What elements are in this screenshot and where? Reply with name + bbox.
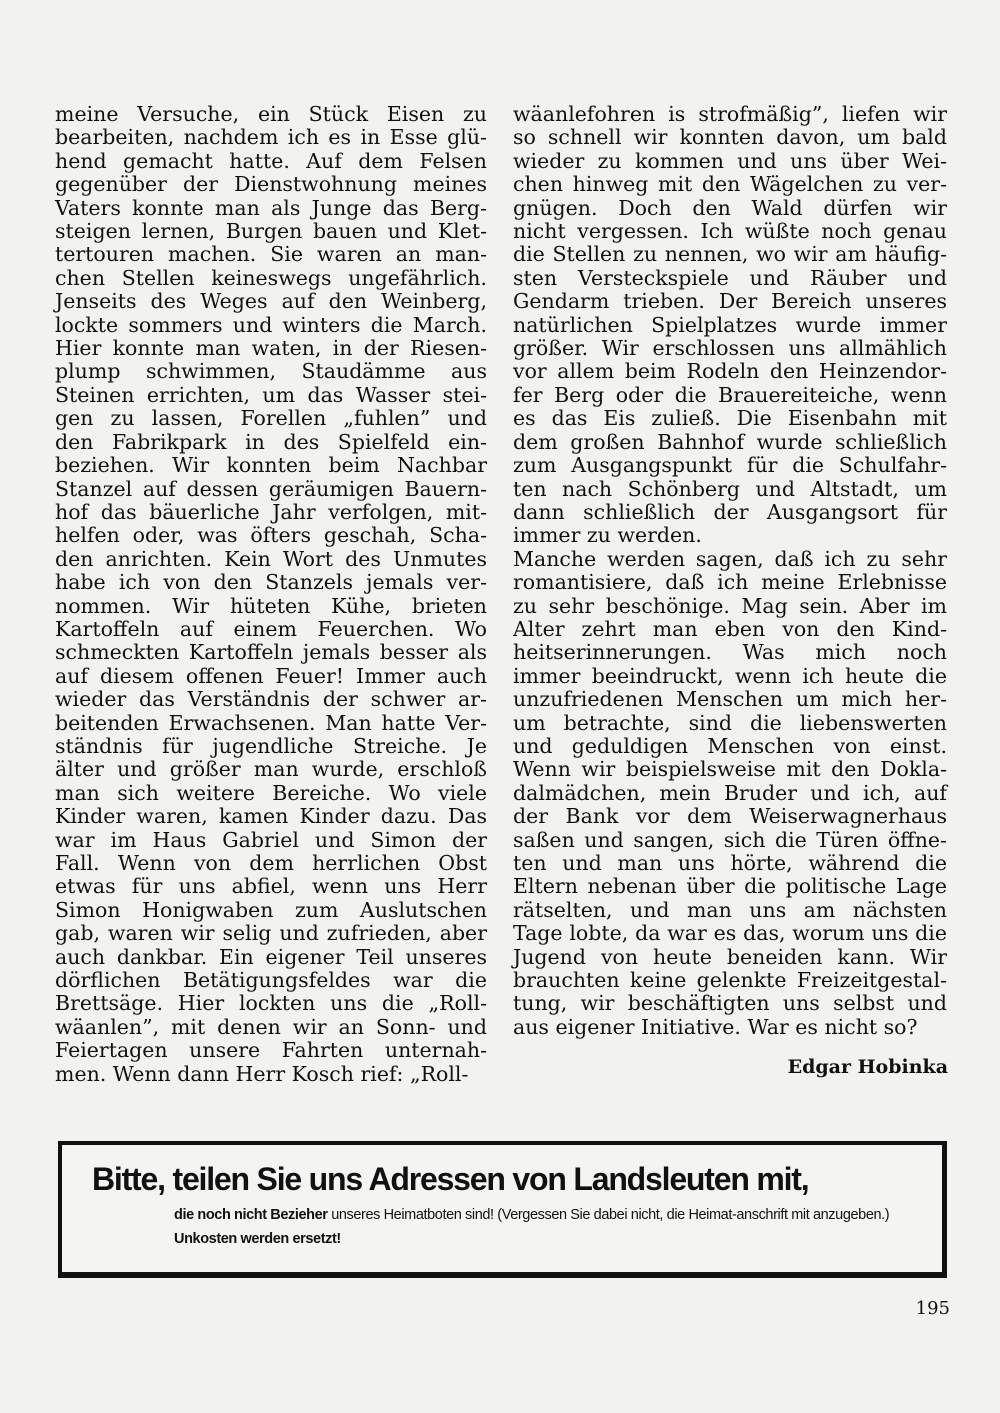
text-line: Manche werden sagen, daß ich zu sehr [513, 546, 947, 571]
text-line: Fall. Wenn von dem herrlichen Obst [55, 851, 487, 875]
text-line: immer zu werden. [513, 523, 702, 548]
text-line: tung, wir beschäftigten uns selbst und [513, 991, 947, 1016]
text-line: der Bank vor dem Weiserwagnerhaus [513, 804, 947, 829]
text-line: größer. Wir erschlossen uns allmählich [513, 336, 947, 361]
text-line: nicht vergessen. Ich wüßte noch genau [513, 219, 947, 244]
notice-bold-closing: Unkosten werden ersetzt! [174, 1231, 341, 1247]
text-line: Stanzel auf dessen geräumigen Bauern- [55, 476, 487, 501]
text-line: auch dankbar. Ein eigener Teil unseres [55, 944, 487, 969]
text-line: Steinen errichten, um das Wasser stei- [55, 382, 487, 407]
text-line: gen zu lassen, Forellen „fuhlen” und [55, 406, 487, 431]
text-line: immer beeindruckt, wenn ich heute die [513, 663, 947, 688]
text-line: den Fabrikpark in des Spielfeld ein- [55, 429, 487, 454]
page-number: 195 [915, 1298, 950, 1319]
text-line: bearbeiten, nachdem ich es in Esse glü- [55, 125, 487, 150]
text-line: helfen oder, was öfters geschah, Scha- [55, 523, 487, 548]
notice-bold-phrase: die noch nicht Bezieher [174, 1207, 328, 1223]
text-line: wäanlen”, mit denen wir an Sonn- und [55, 1014, 487, 1039]
text-line: plump schwimmen, Staudämme aus [55, 359, 487, 384]
text-line: ten und man uns hörte, während die [513, 851, 947, 875]
text-line: sten Versteckspiele und Räuber und [513, 265, 947, 290]
text-line: unzufriedenen Menschen um mich her- [513, 687, 947, 712]
text-line: chen Stellen keineswegs ungefährlich. [55, 265, 487, 290]
text-line: etwas für uns abfiel, wenn uns Herr [55, 874, 487, 899]
text-line: habe ich von den Stanzels jemals ver- [55, 570, 487, 595]
text-line: lockte sommers und winters die March. [55, 312, 487, 337]
text-line: wieder das Verständnis der schwer ar- [55, 687, 487, 712]
article-column-right [513, 103, 947, 1039]
text-line: ten nach Schönberg und Altstadt, um [513, 476, 947, 501]
text-line: wieder zu kommen und uns über Wei- [513, 148, 947, 173]
text-line: men. Wenn dann Herr Kosch rief: „Roll- [55, 1061, 469, 1086]
article-column-left [55, 103, 487, 1086]
text-line: saßen und sangen, sich die Türen öffne- [513, 827, 947, 852]
text-line: rätselten, und man uns am nächsten [513, 897, 947, 922]
text-line: dem großen Bahnhof wurde schließlich [513, 429, 947, 454]
text-line: gab, waren wir selig und zufrieden, aber [55, 921, 487, 946]
text-line: Kinder waren, kamen Kinder dazu. Das [55, 804, 487, 829]
text-line: Feiertagen unsere Fahrten unternah- [55, 1038, 487, 1063]
text-line: schmeckten Kartoffeln jemals besser als [55, 640, 487, 665]
text-line: Gendarm trieben. Der Bereich unseres [513, 289, 947, 314]
notice-plain-text: unseres Heimatboten sind! (Vergessen Sie dabei nicht, die Heimat-anschrift mit anzugeben.) [327, 1207, 890, 1223]
text-line: Kartoffeln auf einem Feuerchen. Wo [55, 616, 487, 641]
text-line: meine Versuche, ein Stück Eisen zu [55, 102, 487, 126]
text-line: Brettsäge. Hier lockten uns die „Roll- [55, 991, 487, 1016]
text-line: beziehen. Wir konnten beim Nachbar [55, 453, 487, 478]
text-line: älter und größer man wurde, erschloß [55, 757, 487, 782]
text-line: zum Ausgangspunkt für die Schulfahr- [513, 453, 947, 478]
text-line: Simon Honigwaben zum Auslutschen [55, 897, 487, 922]
text-line: auf diesem offenen Feuer! Immer auch [55, 663, 487, 688]
text-line: dalmädchen, mein Bruder und ich, auf [513, 780, 947, 805]
text-line: gegenüber der Dienstwohnung meines [55, 172, 487, 197]
author-signature: Edgar Hobinka [787, 1056, 948, 1078]
text-line: man sich weitere Bereiche. Wo viele [55, 780, 487, 805]
text-line: heitserinnerungen. Was mich noch [513, 640, 947, 665]
text-line: fer Berg oder die Brauereiteiche, wenn [513, 382, 947, 407]
text-line: hof das bäuerliche Jahr verfolgen, mit- [55, 499, 487, 524]
text-line: brauchten keine gelenkte Freizeitgestal- [513, 968, 947, 993]
text-line: dann schließlich der Ausgangsort für [513, 499, 947, 524]
text-line: vor allem beim Rodeln den Heinzendor- [513, 359, 947, 384]
text-line: die Stellen zu nennen, wo wir am häufig- [513, 242, 947, 267]
text-line: Jugend von heute beneiden kann. Wir [513, 944, 947, 969]
text-line: Alter zehrt man eben von den Kind- [513, 616, 947, 641]
text-line: ständnis für jugendliche Streiche. Je [55, 733, 487, 758]
notice-body [174, 1203, 914, 1251]
text-line: dörflichen Betätigungsfeldes war die [55, 968, 487, 993]
text-line: hend gemacht hatte. Auf dem Felsen [55, 148, 487, 173]
text-line: um betrachte, sind die liebenswerten [513, 710, 947, 735]
text-line: gnügen. Doch den Wald dürfen wir [513, 195, 947, 220]
text-line: natürlichen Spielplatzes wurde immer [513, 312, 947, 337]
text-line: den anrichten. Kein Wort des Unmutes [55, 546, 487, 571]
text-line: chen hinweg mit den Wägelchen zu ver- [513, 172, 947, 197]
text-line: Wenn wir beispielsweise mit den Dokla- [513, 757, 947, 782]
text-line: Vaters konnte man als Junge das Berg- [55, 195, 487, 220]
text-line: und geduldigen Menschen von einst. [513, 733, 947, 758]
text-line: es das Eis zuließ. Die Eisenbahn mit [513, 406, 947, 431]
text-line: war im Haus Gabriel und Simon der [55, 827, 487, 852]
text-line: romantisiere, daß ich meine Erlebnisse [513, 570, 947, 595]
text-line: so schnell wir konnten davon, um bald [513, 125, 947, 150]
notice-box [58, 1141, 947, 1278]
text-line: tertouren machen. Sie waren an man- [55, 242, 487, 267]
text-line: beitenden Erwachsenen. Man hatte Ver- [55, 710, 487, 735]
text-line: wäanlefohren is strofmäßig”, liefen wir [513, 102, 947, 126]
text-line: Hier konnte man waten, in der Riesen- [55, 336, 487, 361]
text-line: zu sehr beschönige. Mag sein. Aber im [513, 593, 947, 618]
text-line: Tage lobte, da war es das, worum uns die [513, 921, 947, 946]
text-line: Eltern nebenan über die politische Lage [513, 874, 947, 899]
text-line: nommen. Wir hüteten Kühe, brieten [55, 593, 487, 618]
notice-headline: Bitte, teilen Sie uns Adressen von Landsleuten mit, [92, 1161, 809, 1197]
text-line: steigen lernen, Burgen bauen und Klet- [55, 219, 487, 244]
text-line: Jenseits des Weges auf den Weinberg, [55, 289, 487, 314]
text-line: aus eigener Initiative. War es nicht so? [513, 1014, 918, 1039]
